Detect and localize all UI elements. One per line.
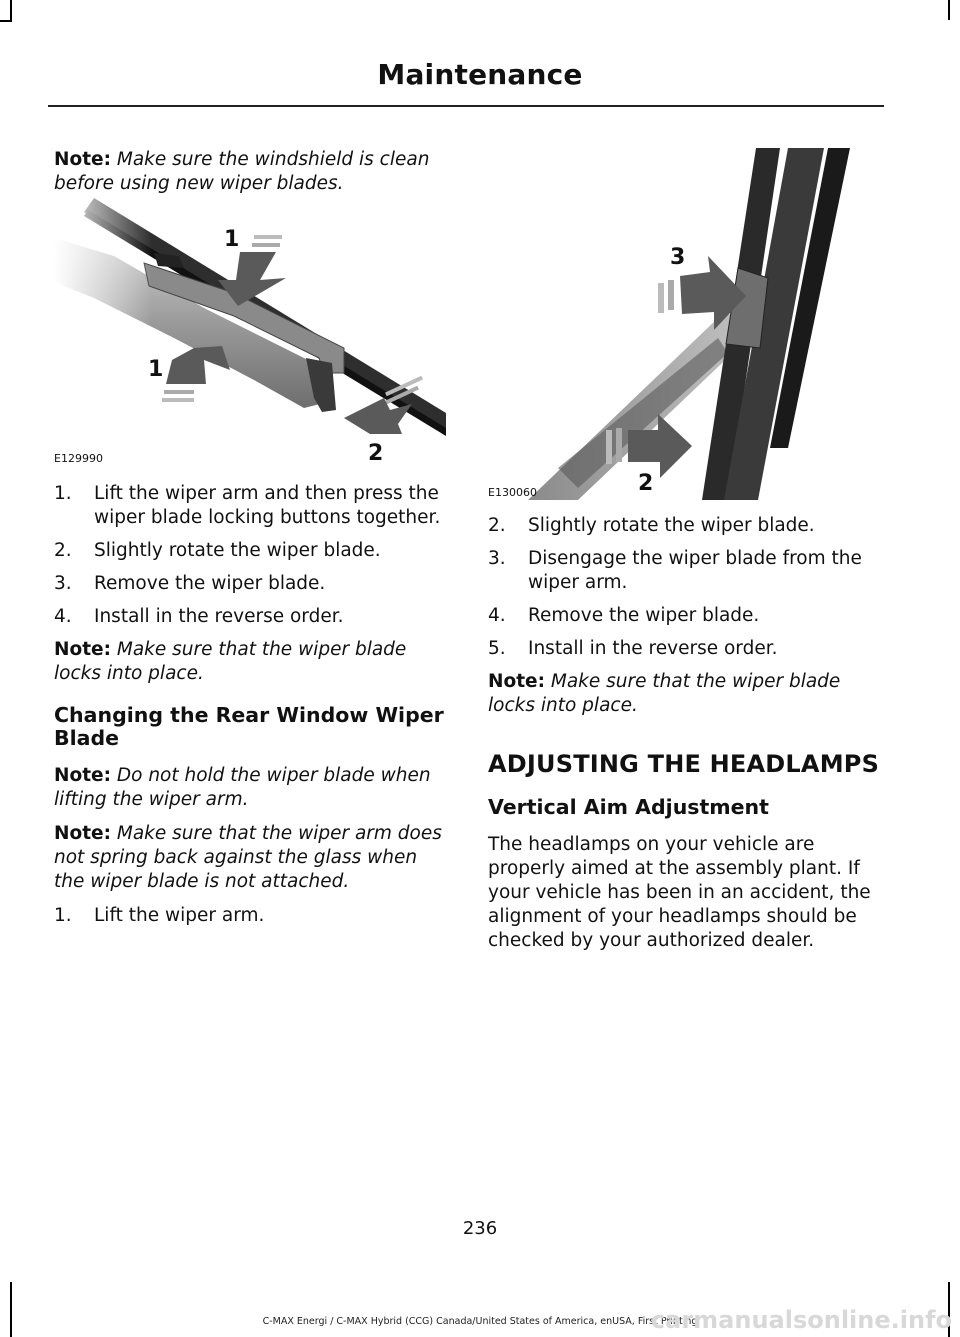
edition-line: C-MAX Energi / C-MAX Hybrid (CCG) Canada/United States of America, enUSA, First Printing [262,1316,698,1327]
callout-label-2: 2 [368,441,384,466]
list-item: 5. Install in the reverse order. [488,638,778,659]
front-wiper-illustration [54,198,446,468]
figure-rear-wiper-blade [488,148,880,500]
crop-mark-top-left-h [0,20,12,22]
heading-rear-wiper: Changing the Rear Window Wiper Blade [54,703,444,750]
callout-label-3: 3 [670,245,686,270]
callout-label-1-bottom: 1 [148,357,164,382]
list-item: 3. Disengage the wiper blade from the wiper arm. [488,548,862,593]
figure-code-left: E129990 [54,452,103,465]
note-lock-left: Note: Make sure that the wiper blade locks into place. [54,639,407,684]
crop-mark-top-left [10,0,12,20]
list-item: 1. Lift the wiper arm and then press the wiper blade locking buttons together. [54,483,441,528]
rear-wiper-illustration [488,148,880,500]
callout-label-2-right: 2 [638,471,654,496]
note-hold: Note: Do not hold the wiper blade when lifting the wiper arm. [54,765,431,810]
watermark: carmanualsonline.info [650,1306,952,1334]
note-text: Make sure the windshield is clean before using new wiper blades. [54,149,430,194]
right-column-body [488,514,882,963]
list-item: 4. Remove the wiper blade. [488,605,760,626]
left-column-body [54,482,448,937]
list-item: 2. Slightly rotate the wiper blade. [488,515,815,536]
note-spring: Note: Make sure that the wiper arm does not spring back against the glass when the wiper blade is not attached. [54,823,442,892]
page-number: 236 [462,1218,498,1239]
list-item: 1. Lift the wiper arm. [54,905,265,926]
section-heading-headlamps: ADJUSTING THE HEADLAMPS [488,750,880,778]
figure-front-wiper-blade [54,198,446,468]
paragraph-headlamps: The headlamps on your vehicle are properly aimed at the assembly plant. If your vehicle has been in an accident, the alignment of your headlamps should be checked by your authorized dealer. [488,834,871,951]
list-item: 3. Remove the wiper blade. [54,573,326,594]
crop-mark-top-right [948,0,950,20]
note-lock-right: Note: Make sure that the wiper blade locks into place. [488,671,841,716]
figure-code-right: E130060 [488,486,537,499]
note-label: Note: [54,149,111,170]
list-item: 4. Install in the reverse order. [54,606,344,627]
callout-label-1-top: 1 [224,227,240,252]
list-item: 2. Slightly rotate the wiper blade. [54,540,381,561]
crop-mark-bottom-left [10,1282,12,1337]
header-rule [48,105,884,107]
page-header-title: Maintenance [377,58,583,91]
heading-vertical-aim: Vertical Aim Adjustment [488,795,769,819]
